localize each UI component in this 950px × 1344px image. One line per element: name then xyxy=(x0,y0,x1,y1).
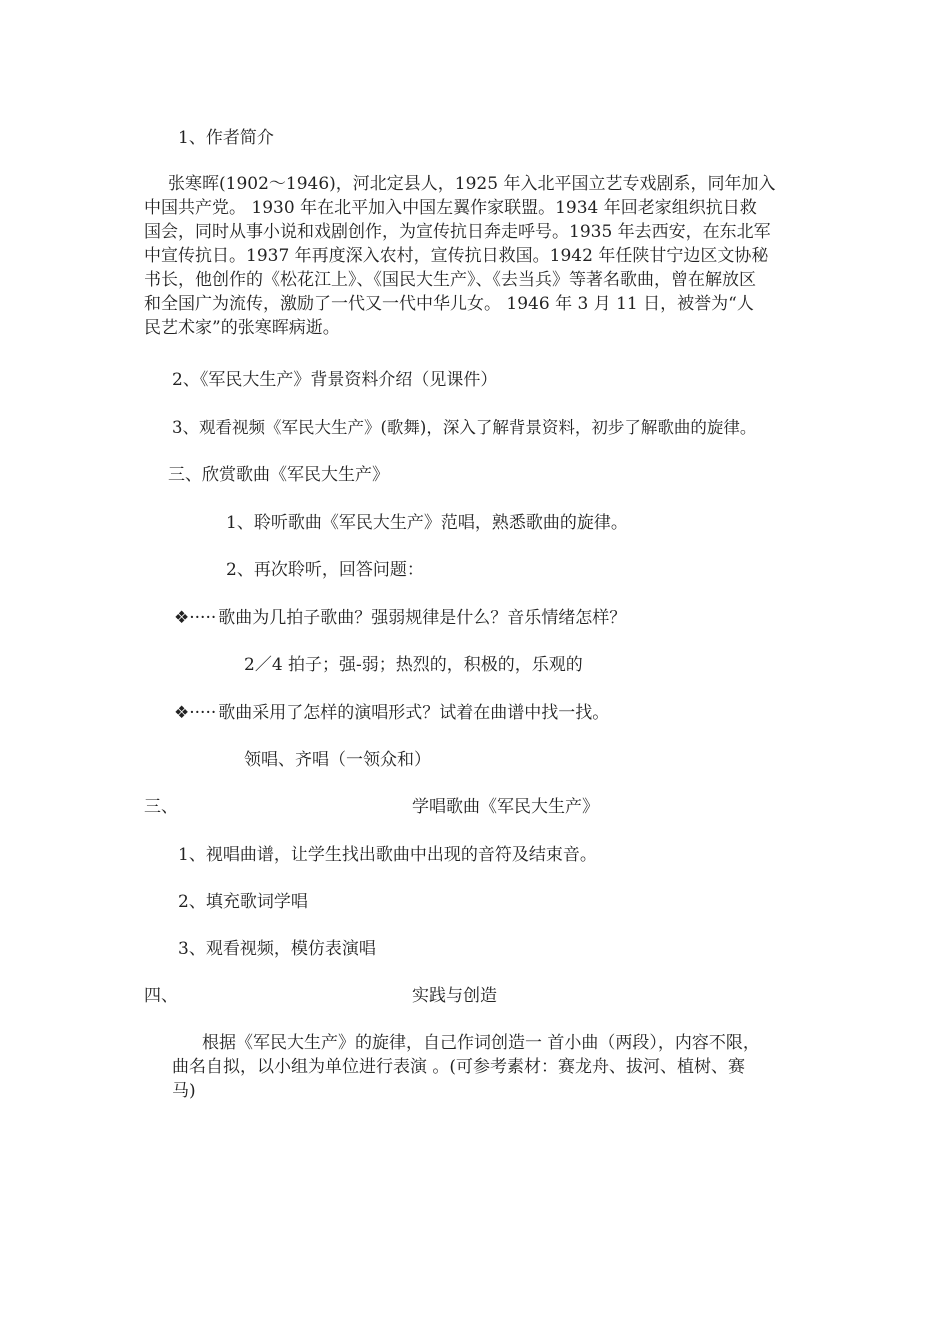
practice-number: 四、 xyxy=(144,986,178,1006)
fill-lyrics-item: 2、填充歌词学唱 xyxy=(178,892,308,912)
practice-line: 根据《军民大生产》的旋律，自己作词创造一 首小曲（两段），内容不限， xyxy=(202,1033,760,1053)
bio-line: 书长，他创作的《松花江上》、《国民大生产》、《去当兵》等著名歌曲，曾在解放区 xyxy=(144,270,756,290)
listen-again-item: 2、再次聆听，回答问题： xyxy=(226,560,424,580)
bio-line: 国会，同时从事小说和戏剧创作，为宣传抗日奔走呼号。1935 年去西安，在东北军 xyxy=(144,222,771,242)
watch-video-item: 3、观看视频《军民大生产》(歌舞)，深入了解背景资料，初步了解歌曲的旋律。 xyxy=(172,418,757,437)
author-intro-heading: 1、作者简介 xyxy=(178,128,274,148)
appreciate-song-heading: 三、欣赏歌曲《军民大生产》 xyxy=(168,465,389,485)
answer-1: 2／4 拍子；强-弱；热烈的，积极的，乐观的 xyxy=(244,655,583,675)
sight-sing-item: 1、视唱曲谱，让学生找出歌曲中出现的音符及结束音。 xyxy=(178,845,597,865)
question-1-text: 歌曲为几拍子歌曲？强弱规律是什么？音乐情绪怎样？ xyxy=(218,608,627,628)
bio-line: 张寒晖(1902～1946)，河北定县人，1925 年入北平国立艺专戏剧系，同年加入 xyxy=(168,174,776,194)
learn-song-title: 学唱歌曲《军民大生产》 xyxy=(412,797,599,817)
answer-2: 领唱、齐唱（一领众和） xyxy=(244,750,431,770)
bio-line: 和全国广为流传，激励了一代又一代中华儿女。 1946 年 3 月 11 日，被誉为“人 xyxy=(144,294,754,314)
practice-paragraph xyxy=(172,1031,832,1103)
background-info-item: 2、《军民大生产》背景资料介绍（见课件） xyxy=(172,370,498,390)
question-1 xyxy=(174,606,626,630)
practice-line: 曲名自拟，以小组为单位进行表演 。(可参考素材：赛龙舟、拔河、植树、赛 xyxy=(172,1057,746,1077)
imitate-performance-item: 3、观看视频，模仿表演唱 xyxy=(178,939,376,959)
bio-line: 中宣传抗日。1937 年再度深入农村，宣传抗日救国。1942 年任陕甘宁边区文协秘 xyxy=(144,246,769,266)
bio-line: 民艺术家”的张寒晖病逝。 xyxy=(144,318,340,338)
practice-title: 实践与创造 xyxy=(412,986,497,1006)
listen-item: 1、聆听歌曲《军民大生产》范唱，熟悉歌曲的旋律。 xyxy=(226,513,628,533)
author-bio-paragraph xyxy=(144,172,824,340)
practice-line: 马) xyxy=(172,1081,196,1101)
learn-song-number: 三、 xyxy=(144,797,178,817)
bio-line: 中国共产党。 1930 年在北平加入中国左翼作家联盟。1934 年回老家组织抗日救 xyxy=(144,198,757,218)
question-2 xyxy=(174,701,609,725)
diamond-bullet-icon: ❖····· xyxy=(174,608,217,628)
question-2-text: 歌曲采用了怎样的演唱形式？试着在曲谱中找一找。 xyxy=(218,703,610,723)
diamond-bullet-icon: ❖····· xyxy=(174,703,217,723)
